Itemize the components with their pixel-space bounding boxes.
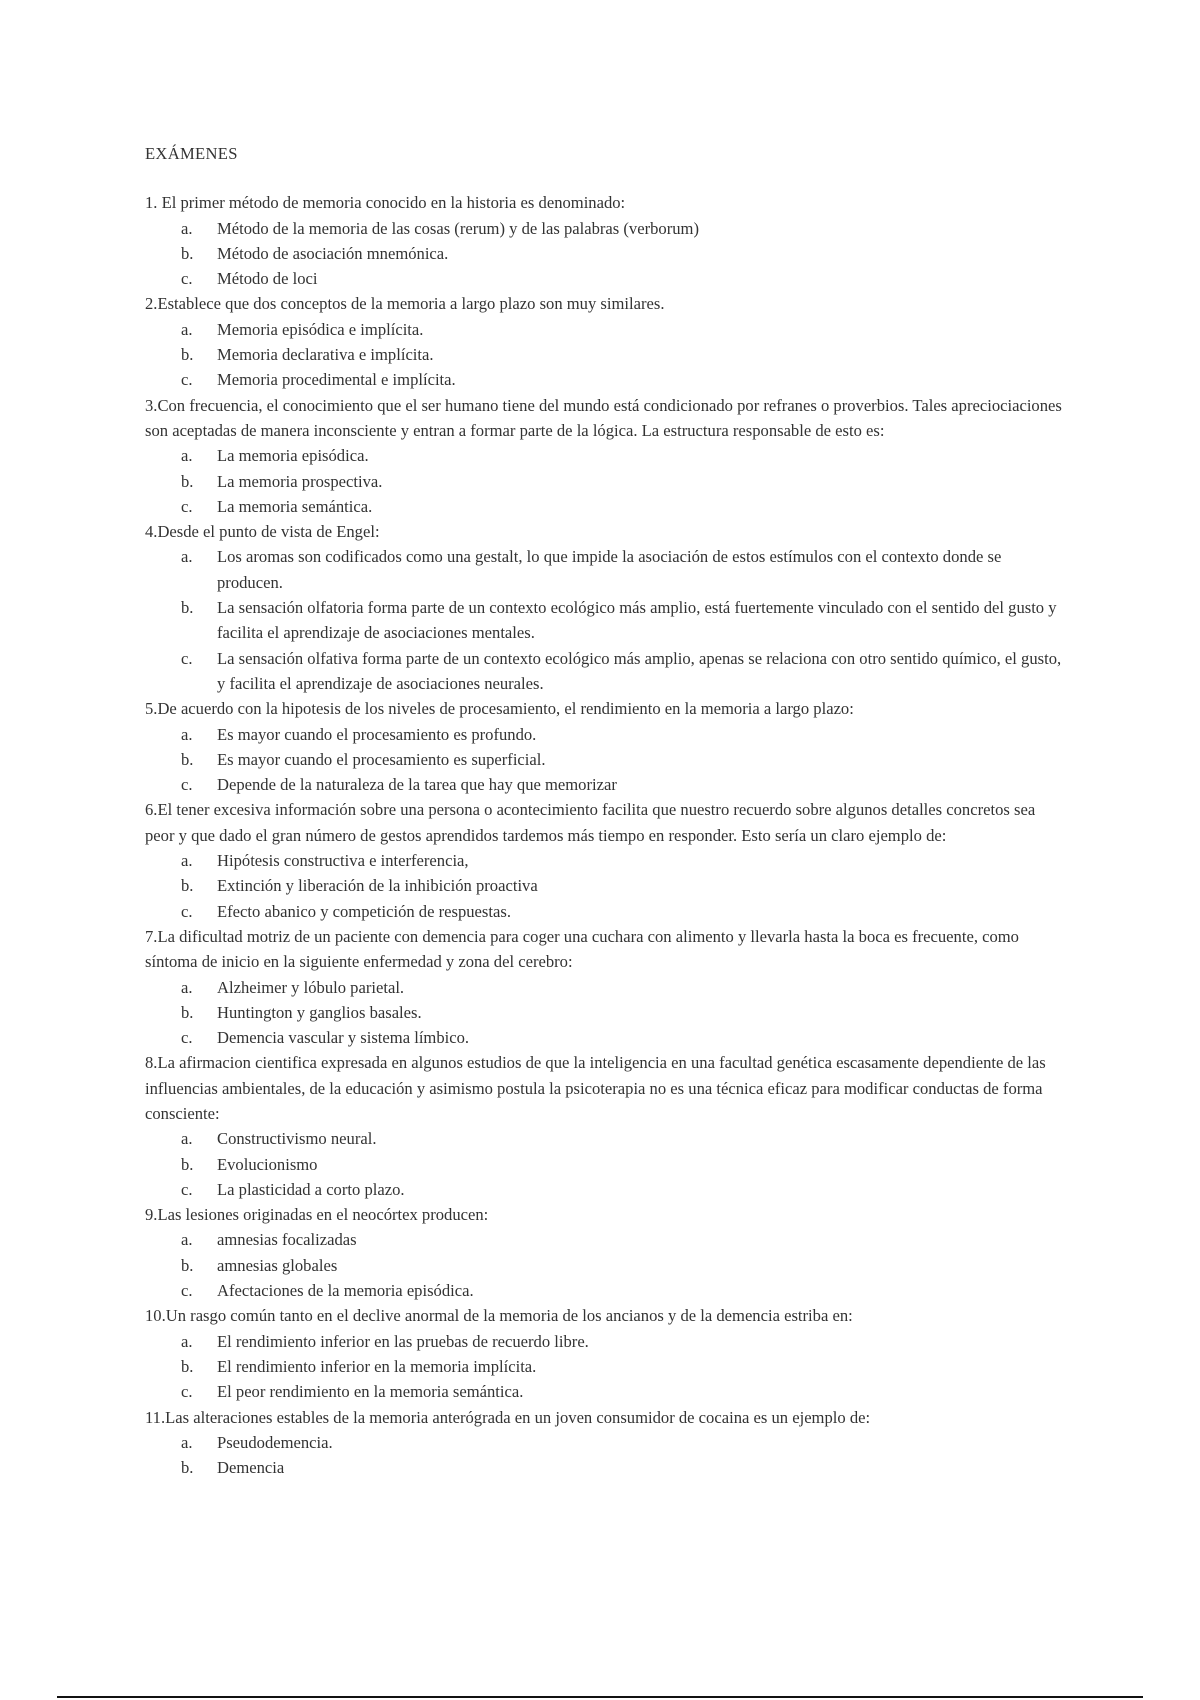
option-text: Método de asociación mnemónica. [217, 243, 449, 263]
option-letter: c. [181, 1028, 193, 1048]
option-text: La memoria prospectiva. [217, 471, 383, 491]
option-letter: b. [181, 1356, 194, 1376]
option-letter: b. [181, 1255, 194, 1275]
answer-option [145, 1227, 1065, 1252]
option-letter: c. [181, 269, 193, 289]
question-item [145, 696, 1065, 797]
option-text: Depende de la naturaleza de la tarea que hay que memorizar [217, 775, 617, 795]
question-item [145, 1405, 1065, 1481]
option-list [145, 544, 1065, 696]
option-letter: a. [181, 218, 193, 238]
question-item [145, 393, 1065, 519]
document-page [145, 141, 1065, 1480]
option-text: Efecto abanico y competición de respuestas. [217, 901, 511, 921]
answer-option [145, 469, 1065, 494]
option-text: Demencia vascular y sistema límbico. [217, 1028, 470, 1048]
question-item [145, 1202, 1065, 1303]
option-text: El rendimiento inferior en las pruebas de recuerdo libre. [217, 1331, 589, 1351]
option-list [145, 848, 1065, 924]
answer-option [145, 241, 1065, 266]
option-letter: b. [181, 598, 194, 618]
option-text: Memoria procedimental e implícita. [217, 370, 456, 390]
option-text: amnesias focalizadas [217, 1230, 357, 1250]
option-letter: c. [181, 1382, 193, 1402]
option-text: Alzheimer y lóbulo parietal. [217, 977, 405, 997]
question-item [145, 291, 1065, 392]
option-letter: a. [181, 446, 193, 466]
option-text: Los aromas son codificados como una gestalt, lo que impide la asociación de estos estímulos con el contexto donde se producen. [217, 547, 1002, 592]
option-text: La memoria episódica. [217, 446, 369, 466]
answer-option [145, 1152, 1065, 1177]
option-letter: a. [181, 851, 193, 871]
option-text: Hipótesis constructiva e interferencia, [217, 851, 469, 871]
answer-option [145, 1455, 1065, 1480]
option-letter: b. [181, 471, 194, 491]
question-text: 5.De acuerdo con la hipotesis de los niveles de procesamiento, el rendimiento en la memoria a largo plazo: [145, 699, 854, 719]
option-letter: c. [181, 648, 193, 668]
option-text: El peor rendimiento en la memoria semántica. [217, 1382, 524, 1402]
answer-option [145, 722, 1065, 747]
option-list [145, 722, 1065, 798]
question-text: 8.La afirmacion cientifica expresada en algunos estudios de que la inteligencia en una facultad genética escasamente dependiente de las influencias ambientales, de la educación y asimismo postula la psicoterapia no es una técnica eficaz para modificar conductas de forma consciente: [145, 1053, 1046, 1123]
answer-option [145, 1025, 1065, 1050]
option-letter: b. [181, 345, 194, 365]
question-text: 11.Las alteraciones estables de la memoria anterógrada en un joven consumidor de cocaina es un ejemplo de: [145, 1407, 871, 1427]
question-item [145, 797, 1065, 923]
option-text: Método de loci [217, 269, 318, 289]
option-text: El rendimiento inferior en la memoria implícita. [217, 1356, 537, 1376]
option-list [145, 1227, 1065, 1303]
option-letter: a. [181, 1331, 193, 1351]
option-letter: c. [181, 901, 193, 921]
option-text: Memoria episódica e implícita. [217, 319, 424, 339]
question-text: 2.Establece que dos conceptos de la memoria a largo plazo son muy similares. [145, 294, 665, 314]
answer-option [145, 367, 1065, 392]
answer-option [145, 747, 1065, 772]
question-item [145, 924, 1065, 1050]
option-letter: a. [181, 319, 193, 339]
option-text: La sensación olfativa forma parte de un contexto ecológico más amplio, apenas se relaciona con otro sentido químico, el gusto, y facilita el aprendizaje de asociaciones neurales. [217, 648, 1062, 693]
answer-option [145, 1329, 1065, 1354]
answer-option [145, 1253, 1065, 1278]
option-text: La sensación olfatoria forma parte de un contexto ecológico más amplio, está fuertemente vinculado con el sentido del gusto y facilita el aprendizaje de asociaciones mentales. [217, 598, 1057, 643]
answer-option [145, 266, 1065, 291]
answer-option [145, 772, 1065, 797]
option-letter: b. [181, 749, 194, 769]
question-item [145, 190, 1065, 291]
answer-option [145, 1379, 1065, 1404]
answer-option [145, 848, 1065, 873]
answer-option [145, 873, 1065, 898]
page-title: EXÁMENES [145, 144, 238, 163]
option-list [145, 1126, 1065, 1202]
answer-option [145, 1000, 1065, 1025]
option-letter: a. [181, 724, 193, 744]
option-letter: c. [181, 496, 193, 516]
question-item [145, 1303, 1065, 1404]
option-text: Afectaciones de la memoria episódica. [217, 1281, 474, 1301]
answer-option [145, 1126, 1065, 1151]
question-item [145, 519, 1065, 696]
option-list [145, 317, 1065, 393]
answer-option [145, 1354, 1065, 1379]
option-letter: a. [181, 1230, 193, 1250]
option-list [145, 443, 1065, 519]
option-letter: b. [181, 1458, 194, 1478]
option-letter: a. [181, 547, 193, 567]
question-text: 3.Con frecuencia, el conocimiento que el ser humano tiene del mundo está condicionado por refranes o proverbios. Tales apreciociaciones son aceptadas de manera inconsciente y entran a formar parte de la lógica. La estructura responsable de esto es: [145, 395, 1062, 440]
question-text: 7.La dificultad motriz de un paciente con demencia para coger una cuchara con alimento y llevarla hasta la boca es frecuente, como síntoma de inicio en la siguiente enfermedad y zona del cerebro: [145, 926, 1019, 972]
option-letter: b. [181, 876, 194, 896]
option-text: Método de la memoria de las cosas (rerum) y de las palabras (verborum) [217, 218, 699, 238]
option-text: Constructivismo neural. [217, 1129, 377, 1149]
answer-option [145, 646, 1065, 697]
option-text: Demencia [217, 1458, 285, 1478]
answer-option [145, 1278, 1065, 1303]
answer-option [145, 317, 1065, 342]
question-text: 4.Desde el punto de vista de Engel: [145, 522, 380, 542]
answer-option [145, 494, 1065, 519]
option-text: Evolucionismo [217, 1154, 318, 1174]
option-text: La plasticidad a corto plazo. [217, 1179, 405, 1199]
option-text: Es mayor cuando el procesamiento es profundo. [217, 724, 537, 744]
answer-option [145, 1177, 1065, 1202]
option-letter: c. [181, 370, 193, 390]
option-letter: a. [181, 1432, 193, 1452]
option-text: Es mayor cuando el procesamiento es superficial. [217, 749, 546, 769]
option-text: amnesias globales [217, 1255, 338, 1275]
answer-option [145, 975, 1065, 1000]
question-text: 10.Un rasgo común tanto en el declive anormal de la memoria de los ancianos y de la demencia estriba en: [145, 1306, 853, 1326]
option-list [145, 1329, 1065, 1405]
option-letter: b. [181, 1154, 194, 1174]
option-text: Pseudodemencia. [217, 1432, 333, 1452]
question-item [145, 1050, 1065, 1202]
answer-option [145, 595, 1065, 646]
answer-option [145, 544, 1065, 595]
option-letter: a. [181, 977, 193, 997]
option-letter: a. [181, 1129, 193, 1149]
option-letter: c. [181, 1179, 193, 1199]
option-list [145, 1430, 1065, 1481]
option-letter: c. [181, 775, 193, 795]
answer-option [145, 216, 1065, 241]
option-text: Extinción y liberación de la inhibición proactiva [217, 876, 538, 896]
question-text: 1. El primer método de memoria conocido en la historia es denominado: [145, 193, 626, 213]
question-text: 6.El tener excesiva información sobre una persona o acontecimiento facilita que nuestro recuerdo sobre algunos detalles concretos sea peor y que dado el gran número de gestos aprendidos tardemos más tiempo en responder. Esto sería un claro ejemplo de: [145, 800, 1036, 845]
option-list [145, 216, 1065, 292]
question-text: 9.Las lesiones originadas en el neocórtex producen: [145, 1205, 489, 1225]
option-letter: b. [181, 1002, 194, 1022]
footer-divider [57, 1696, 1143, 1698]
option-text: Huntington y ganglios basales. [217, 1002, 422, 1022]
option-text: La memoria semántica. [217, 496, 373, 516]
answer-option [145, 443, 1065, 468]
answer-option [145, 342, 1065, 367]
option-list [145, 975, 1065, 1051]
option-letter: c. [181, 1281, 193, 1301]
option-letter: b. [181, 243, 194, 263]
question-list [145, 190, 1065, 1480]
answer-option [145, 899, 1065, 924]
answer-option [145, 1430, 1065, 1455]
option-text: Memoria declarativa e implícita. [217, 345, 434, 365]
